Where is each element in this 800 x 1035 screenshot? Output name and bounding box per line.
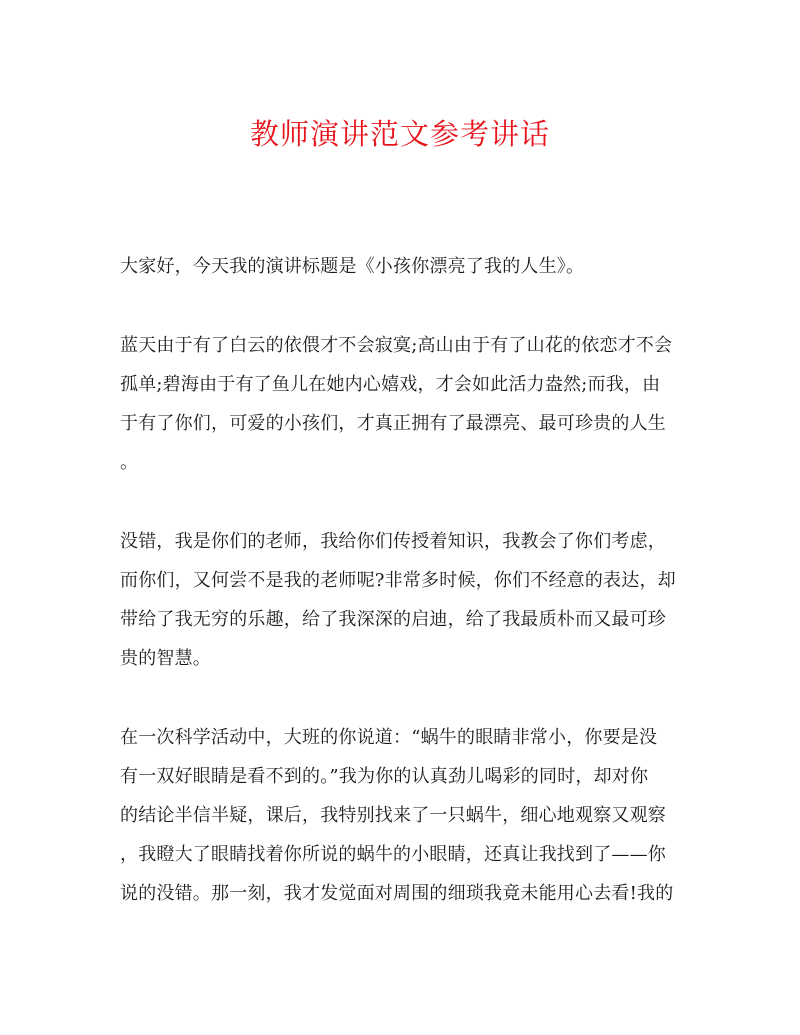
text-line: 孤单;碧海由于有了鱼儿在她内心嬉戏，才会如此活力盎然;而我，由 — [120, 374, 661, 395]
paragraph-snail — [120, 718, 682, 913]
document-body — [120, 247, 682, 953]
document-title: 教师演讲范文参考讲话 — [249, 117, 550, 151]
text-line: 蓝天由于有了白云的依偎才不会寂寞;高山由于有了山花的依恋才不会 — [120, 335, 673, 356]
text-line: 。 — [120, 452, 139, 473]
paragraph-teacher — [120, 522, 682, 678]
text-line: 有一双好眼睛是看不到的。”我为你的认真劲儿喝彩的同时，却对你 — [120, 766, 649, 787]
text-line: 而你们，又何尝不是我的老师呢?非常多时候，你们不经意的表达，却 — [120, 570, 676, 591]
text-line: 带给了我无穷的乐趣，给了我深深的启迪，给了我最质朴而又最可珍 — [120, 609, 666, 630]
text-line: 大家好，今天我的演讲标题是《小孩你漂亮了我的人生》。 — [120, 256, 585, 277]
text-line: 于有了你们，可爱的小孩们，才真正拥有了最漂亮、最可珍贵的人生 — [120, 413, 666, 434]
text-line: 说的没错。那一刻，我才发觉面对周围的细琐我竟未能用心去看!我的 — [120, 883, 674, 904]
paragraph-blue-sky — [120, 326, 682, 482]
text-line: 在一次科学活动中，大班的你说道：“蜗牛的眼睛非常小，你要是没 — [120, 727, 658, 748]
text-line: 贵的智慧。 — [120, 648, 211, 669]
paragraph-greeting — [120, 247, 682, 286]
text-line: ，我瞪大了眼睛找着你所说的蜗牛的小眼睛，还真让我找到了——你 — [120, 844, 666, 865]
text-line: 没错，我是你们的老师，我给你们传授着知识，我教会了你们考虑， — [120, 531, 666, 552]
text-line: 的结论半信半疑，课后，我特别找来了一只蜗牛，细心地观察又观察 — [120, 805, 666, 826]
